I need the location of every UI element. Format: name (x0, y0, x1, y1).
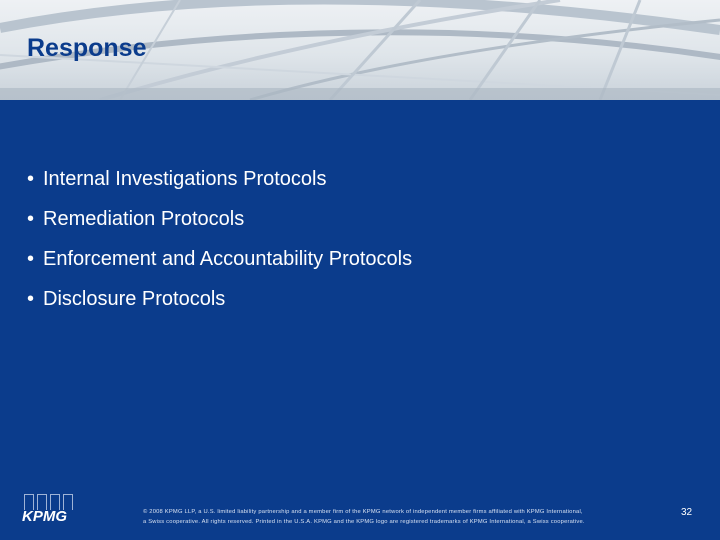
legal-notice (143, 507, 663, 527)
bullet-item (27, 206, 412, 246)
bullet-text: Remediation Protocols (43, 208, 245, 230)
bullet-text: Internal Investigations Protocols (43, 168, 327, 190)
bullet-dot: • (27, 248, 35, 270)
header-banner-image (0, 0, 720, 100)
bullet-text: Disclosure Protocols (43, 288, 226, 310)
kpmg-logo (22, 494, 78, 528)
legal-line: © 2008 KPMG LLP, a U.S. limited liability partnership and a member firm of the KPMG network of independent member firms affiliated with KPMG International, (143, 509, 583, 515)
page-number: 32 (681, 507, 693, 518)
slide-title: Response (27, 34, 147, 62)
bullet-item (27, 166, 412, 206)
bullet-dot: • (27, 168, 35, 190)
bullet-item (27, 246, 412, 286)
bullet-dot: • (27, 288, 35, 310)
logo-text: KPMG (22, 508, 67, 525)
legal-line: a Swiss cooperative. All rights reserved. Printed in the U.S.A. KPMG and the KPMG logo are registered trademarks of KPMG International, a Swiss cooperative. (143, 519, 585, 525)
bullet-text: Enforcement and Accountability Protocols (43, 248, 413, 270)
bullet-item (27, 286, 412, 326)
bullet-list (27, 166, 412, 326)
bullet-dot: • (27, 208, 35, 230)
